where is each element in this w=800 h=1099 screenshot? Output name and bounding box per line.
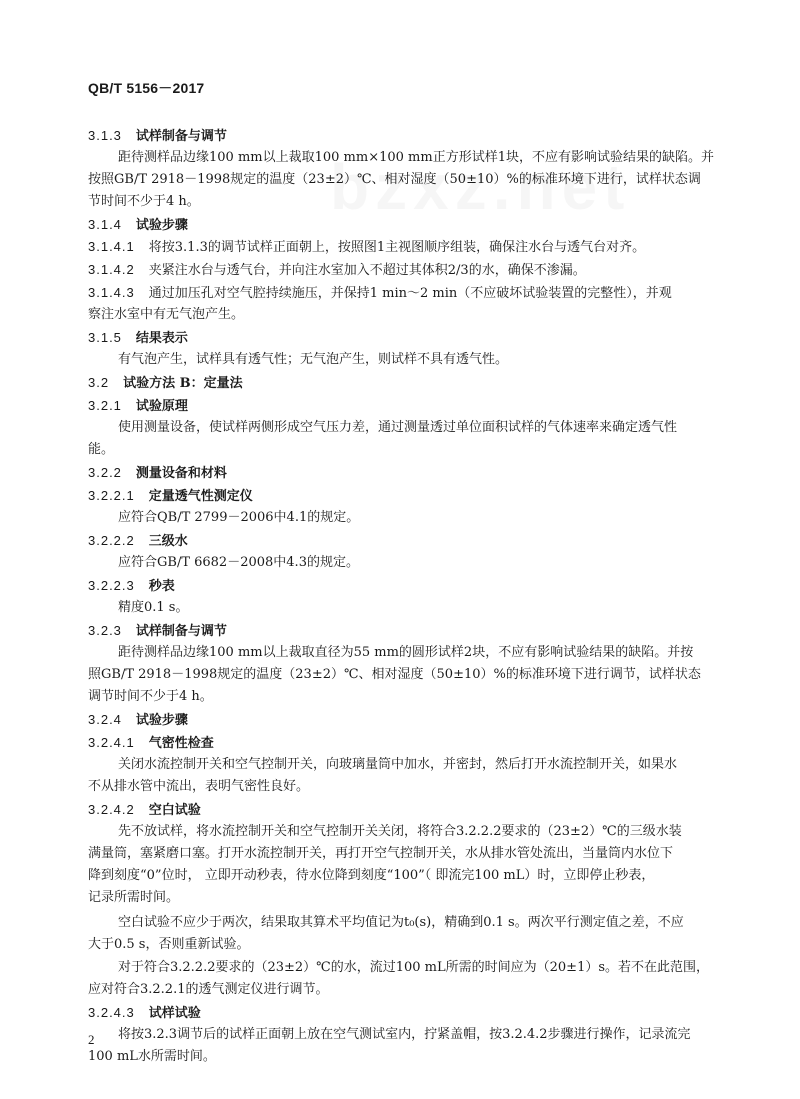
clause-3-1-4-3: 3.1.4.3 通过加压孔对空气腔持续施压，并保持1 min～2 min（不应破坏试验装置的完整性），并观 bbox=[88, 285, 672, 301]
paragraph-line: 距待测样品边缘100 mm以上裁取直径为55 mm的圆形试样2块，不应有影响试验结果的缺陷。并按 bbox=[118, 645, 694, 660]
clause-3-1-4-2: 3.1.4.2 夹紧注水台与透气台，并向注水室加入不超过其体积2/3的水，确保不渗漏。 bbox=[88, 262, 586, 278]
section-heading-3-2-2-1: 3.2.2.1 定量透气性测定仪 bbox=[88, 488, 253, 504]
paragraph-line: 100 mL水所需时间。 bbox=[88, 1049, 216, 1064]
paragraph-line: 能。 bbox=[88, 442, 115, 457]
paragraph-line: 不从排水管中流出，表明气密性良好。 bbox=[88, 779, 310, 794]
section-heading-3-2-4-2: 3.2.4.2 空白试验 bbox=[88, 802, 201, 818]
paragraph-line: 先不放试样，将水流控制开关和空气控制开关关闭，将符合3.2.2.2要求的（23±2）℃的三级水装 bbox=[118, 824, 682, 839]
paragraph-line: 精度0.1 s。 bbox=[118, 600, 189, 615]
paragraph-line: 应对符合3.2.2.1的透气测定仪进行调节。 bbox=[88, 982, 329, 997]
section-heading-3-2-2-3: 3.2.2.3 秒表 bbox=[88, 578, 175, 594]
section-heading-3-1-3: 3.1.3 试样制备与调节 bbox=[88, 128, 227, 144]
section-heading-3-2-4-3: 3.2.4.3 试样试验 bbox=[88, 1005, 201, 1021]
section-heading-3-2-4-1: 3.2.4.1 气密性检查 bbox=[88, 735, 214, 751]
paragraph-line: 节时间不少于4 h。 bbox=[88, 194, 200, 209]
section-heading-3-1-5: 3.1.5 结果表示 bbox=[88, 330, 188, 346]
section-heading-3-2-1: 3.2.1 试验原理 bbox=[88, 398, 188, 414]
paragraph-line: 察注水室中有无气泡产生。 bbox=[88, 307, 245, 322]
paragraph-line: 将按3.2.3调节后的试样正面朝上放在空气测试室内，拧紧盖帽，按3.2.4.2步骤进行操作，记录流完 bbox=[118, 1027, 691, 1042]
section-heading-3-2-2: 3.2.2 测量设备和材料 bbox=[88, 465, 227, 481]
paragraph-line: 空白试验不应少于两次，结果取其算术平均值记为t₀(s)，精确到0.1 s。两次平行测定值之差，不应 bbox=[118, 915, 684, 930]
paragraph-line: 调节时间不少于4 h。 bbox=[88, 689, 213, 704]
paragraph-line: 大于0.5 s，否则重新试验。 bbox=[88, 937, 250, 952]
paragraph-line: 应符合GB/T 6682－2008中4.3的规定。 bbox=[118, 555, 359, 570]
paragraph-line: 照GB/T 2918－1998规定的温度（23±2）℃、相对湿度（50±10）%的标准环境下进行调节，试样状态 bbox=[88, 667, 701, 682]
clause-3-1-4-1: 3.1.4.1 将按3.1.3的调节试样正面朝上，按照图1主视图顺序组装，确保注水台与透气台对齐。 bbox=[88, 239, 646, 255]
paragraph-line: 应符合QB/T 2799－2006中4.1的规定。 bbox=[118, 510, 360, 525]
paragraph-line: 按照GB/T 2918－1998规定的温度（23±2）℃、相对湿度（50±10）%的标准环境下进行，试样状态调 bbox=[88, 172, 701, 187]
paragraph-line: 使用测量设备，使试样两侧形成空气压力差，通过测量透过单位面积试样的气体速率来确定透气性 bbox=[118, 420, 678, 435]
paragraph-line: 满量筒，塞紧磨口塞。打开水流控制开关，再打开空气控制开关，水从排水管处流出，当量筒内水位下 bbox=[88, 846, 674, 861]
page-number: 2 bbox=[88, 1032, 95, 1047]
paragraph-line: 记录所需时间。 bbox=[88, 890, 180, 905]
section-heading-3-2-2-2: 3.2.2.2 三级水 bbox=[88, 533, 188, 549]
section-heading-3-1-4: 3.1.4 试验步骤 bbox=[88, 217, 188, 233]
paragraph-line: 对于符合3.2.2.2要求的（23±2）℃的水，流过100 mL所需的时间应为（20±1）s。若不在此范围， bbox=[118, 960, 710, 975]
section-heading-3-2-3: 3.2.3 试样制备与调节 bbox=[88, 623, 227, 639]
paragraph-line: 距待测样品边缘100 mm以上裁取100 mm×100 mm正方形试样1块，不应有影响试验结果的缺陷。并 bbox=[118, 150, 714, 165]
standard-number: QB/T 5156－2017 bbox=[88, 80, 205, 96]
section-heading-3-2: 3.2 试验方法 B：定量法 bbox=[88, 375, 243, 391]
paragraph-line: 关闭水流控制开关和空气控制开关，向玻璃量筒中加水，并密封，然后打开水流控制开关，如果水 bbox=[118, 757, 678, 772]
section-heading-3-2-4: 3.2.4 试验步骤 bbox=[88, 712, 188, 728]
paragraph-line: 降到刻度“0”位时， 立即开动秒表，待水位降到刻度“100”（ 即流完100 mL）时，立即停止秒表， bbox=[88, 868, 655, 883]
paragraph-line: 有气泡产生，试样具有透气性；无气泡产生，则试样不具有透气性。 bbox=[118, 352, 509, 367]
